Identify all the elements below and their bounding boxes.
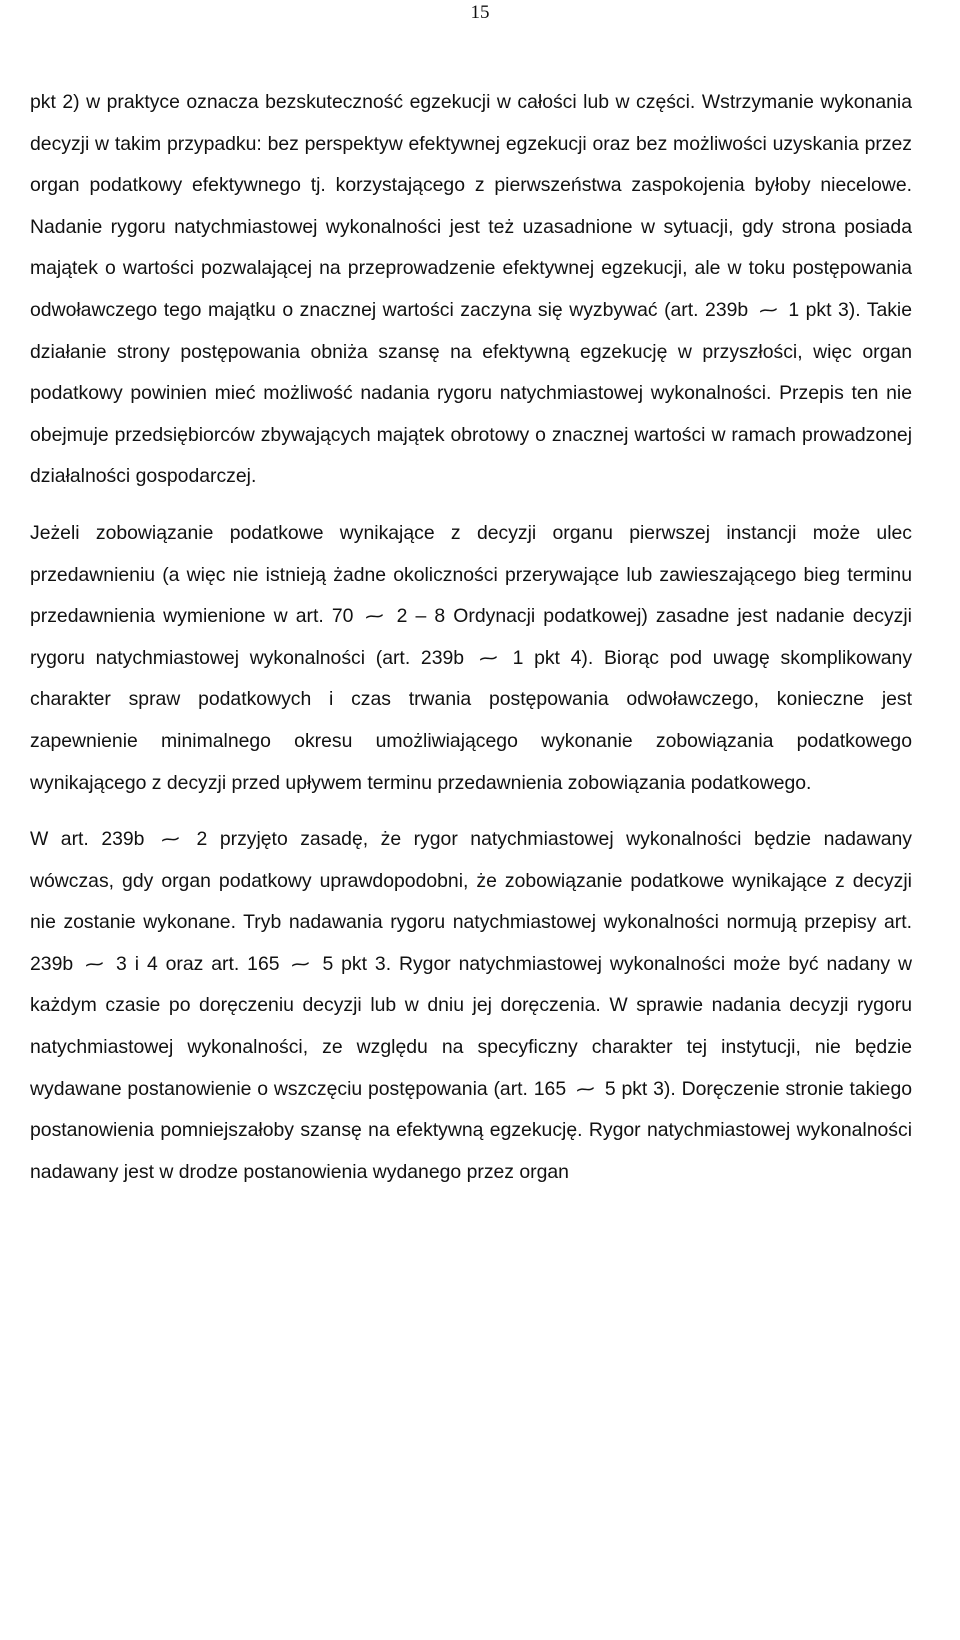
paragraph [30, 819, 912, 1193]
paragraph-text: 3 i 4 oraz art. 165 [116, 952, 280, 975]
section-sign-icon: ~ [287, 952, 315, 976]
section-sign-icon: ~ [572, 1077, 599, 1101]
paragraph-text: 2 przyjęto zasadę, że rygor natychmiastowej wykonalności będzie nadawany wówczas, gdy organ podatkowy uprawdopodobni, że zobowiązanie podatkowe wynikające z decyzji nie zostanie wykonane. Tryb nadawania rygoru natychmiastowej wykonalności normują przepisy art. 239b [30, 828, 912, 975]
section-sign-icon: ~ [81, 952, 108, 976]
section-sign-icon: ~ [474, 646, 502, 670]
paragraph-text: 1 pkt 3). Takie działanie strony postępowania obniża szansę na efektywną egzekucję w przyszłości, więc organ podatkowy powinien mieć możliwość nadania rygoru natychmiastowej wykonalności. Przepis ten nie obejmuje przedsiębiorców zbywających majątek obrotowy o znacznej wartości w ramach prowadzonej działalności gospodarczej. [30, 298, 913, 488]
paragraph-text: 1 pkt 4). Biorąc pod uwagę skomplikowany charakter spraw podatkowych i czas trwania postępowania odwoławczego, konieczne jest zapewnienie minimalnego okresu umożliwiającego wykonanie zobowiązania podatkowego wynikającego z decyzji przed upływem terminu przedawnienia zobowiązania podatkowego. [30, 646, 913, 794]
paragraph-text: Jeżeli zobowiązanie podatkowe wynikające z decyzji organu pierwszej instancji może ulec przedawnieniu (a więc nie istnieją żadne okoliczności przerywające lub zawieszającego bieg terminu przedawnienia wymienione w art. 70 [30, 521, 912, 628]
paragraph-text: 5 pkt 3. Rygor natychmiastowej wykonalności może być nadany w każdym czasie po doręczeniu decyzji lub w dniu jej doręczenia. W sprawie nadania decyzji rygoru natychmiastowej wykonalności, ze względu na specyficzny charakter tej instytucji, nie będzie wydawane postanowienie o wszczęciu postępowania (art. 165 [30, 952, 913, 1100]
paragraph [30, 513, 912, 804]
paragraph [30, 82, 912, 498]
section-sign-icon: ~ [754, 299, 782, 322]
paragraph-text: pkt 2) w praktyce oznacza bezskuteczność egzekucji w całości lub w części. Wstrzymanie wykonania decyzji w takim przypadku: bez perspektyw efektywnej egzekucji oraz bez możliwości uzyskania przez organ podatkowy efektywnego tj. korzystającego z pierwszeństwa zaspokojenia byłoby niecelowe. Nadanie rygoru natychmiastowej wykonalności jest też uzasadnione w sytuacji, gdy strona posiada majątek o wartości pozwalającej na przeprowadzenie efektywnej egzekucji, ale w toku postępowania odwoławczego tego majątku o znacznej wartości zaczyna się wyzbywać (art. 239b [30, 91, 912, 321]
paragraph-text: 5 pkt 3). Doręczenie stronie takiego postanowienia pomniejszałoby szansę na efektywną egzekucję. Rygor natychmiastowej wykonalności nadawany jest w drodze postanowienia wydanego przez organ [30, 1077, 913, 1183]
page-number: 15 [470, 2, 490, 23]
paragraph-text: W art. 239b [30, 828, 145, 851]
paragraph-text: 2 – 8 Ordynacji podatkowej) zasadne jest nadanie decyzji rygoru natychmiastowej wykonalności (art. 239b [30, 605, 912, 669]
section-sign-icon: ~ [157, 828, 184, 852]
document-body [30, 82, 912, 1193]
section-sign-icon: ~ [361, 605, 389, 629]
